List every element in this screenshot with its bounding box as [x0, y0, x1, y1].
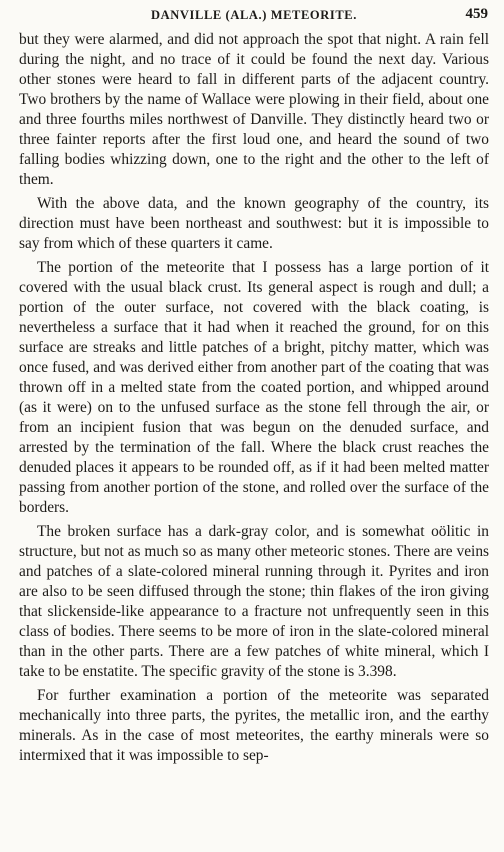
- paragraph-direction: With the above data, and the known geography of the country, its direction must have been northeast and southwest: but it is impossible to say from which of these quarters it came.: [19, 195, 489, 252]
- paragraph-crust: The portion of the meteorite that I possess has a large portion of it covered with the usual black crust. Its general aspect is rough and dull; a portion of the outer surface, not covered with the black coating, is nevertheless a surface that it had when it reached the ground, for on this surface are streaks and little patches of a bright, pitchy matter, which was once fused, and was derived either from another part of the coating that was thrown off in a melted state from the coated portion, and whipped around (as it were) on to the unfused surface as the stone fell through the air, or from an incipient fusion that was begun on the denuded surface, and arrested by the termination of the fall. Where the black crust reaches the denuded places it appears to be rounded off, as if it had been melted matter passing from another portion of the stone, and rolled over the surface of the borders.: [19, 259, 489, 516]
- paragraph-continuation: but they were alarmed, and did not approach the spot that night. A rain fell during the night, and no trace of it could be found the next day. Various other stones were heard to fall in different parts of the adjacent country. Two brothers by the name of Wallace were plowing in their field, about one and three fourths miles northwest of Danville. They distinctly heard two or three fainter reports after the first loud one, and heard the sound of two falling bodies whizzing down, one to the right and the other to the left of them.: [19, 31, 489, 188]
- page-number: 459: [465, 6, 488, 22]
- paragraph-broken-surface: The broken surface has a dark-gray color, and is somewhat oölitic in structure, but not as much so as many other meteoric stones. There are veins and patches of a slate-colored mineral running through it. Pyrites and iron are also to be seen diffused through the stone; thin flakes of the iron giving that slickenside-like appearance to a fracture not unfrequently seen in this class of bodies. There seems to be more of iron in the slate-colored mineral than in the other parts. There are a few patches of white mineral, which I take to be enstatite. The specific gravity of the stone is 3.398.: [19, 523, 489, 680]
- running-title: DANVILLE (ALA.) METEORITE.: [151, 8, 357, 22]
- running-head: [18, 6, 490, 28]
- paragraph-examination: For further examination a portion of the meteorite was separated mechanically into three parts, the pyrites, the metallic iron, and the earthy minerals. As in the case of most meteorites, the earthy minerals were so intermixed that it was impossible to sep-: [19, 687, 489, 764]
- body-text: [19, 30, 489, 770]
